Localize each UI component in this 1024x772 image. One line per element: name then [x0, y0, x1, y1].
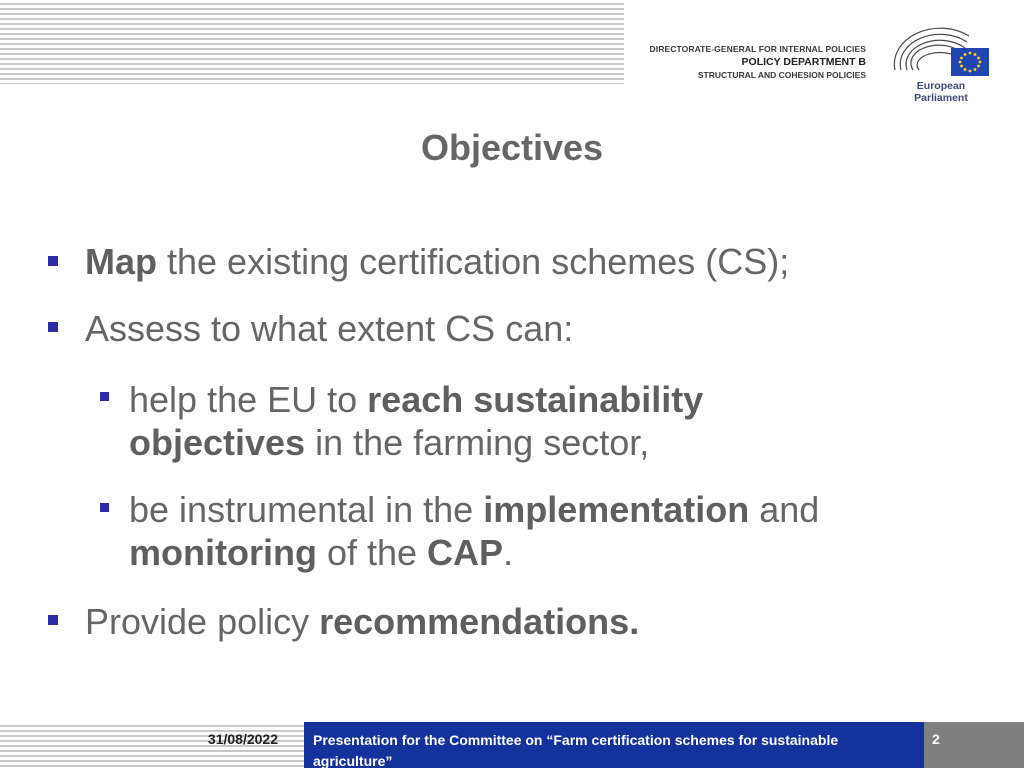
header-stripes: [0, 0, 624, 84]
bullet-assess-text: Assess to what extent CS can:: [85, 308, 574, 349]
bullet-map: [85, 240, 789, 284]
bullet-square-icon: [48, 322, 58, 332]
bullet-map-text: the existing certification schemes (CS);: [157, 241, 790, 282]
bullet-assess: [85, 307, 573, 351]
page-number: 2: [932, 731, 940, 747]
policy-department-label: POLICY DEPARTMENT B: [741, 56, 866, 68]
bullet-provide-text: Provide policy: [85, 601, 320, 642]
sub-bullet-sustainability: [129, 378, 829, 464]
sub2-text-c: of the: [316, 532, 428, 573]
footer-presentation-title: Presentation for the Committee on “Farm certification schemes for sustainable agriculture”: [313, 732, 839, 769]
department-header: [650, 43, 866, 82]
bullet-square-icon: [48, 256, 58, 266]
bullet-square-icon: [48, 615, 58, 625]
sub1-text-b: in the farming sector,: [305, 422, 650, 463]
bold-recommendations: recommendations.: [319, 601, 640, 642]
european-parliament-label: European Parliament: [914, 80, 968, 104]
sub-bullet-square-icon: [100, 503, 109, 512]
bold-implementation: implementation: [483, 489, 750, 530]
sub-bullet-implementation: [129, 488, 929, 574]
sub1-text-a: help the EU to: [129, 379, 368, 420]
footer-date: 31/08/2022: [207, 731, 278, 747]
sub2-text-b: and: [749, 489, 820, 530]
bullet-provide: [85, 600, 639, 644]
bold-map: Map: [85, 241, 157, 282]
bold-monitoring: monitoring: [129, 532, 317, 573]
bold-sustainability: reach sustainability objectives: [129, 379, 704, 463]
sub2-text-d: .: [503, 532, 514, 573]
structural-policies-label: STRUCTURAL AND COHESION POLICIES: [697, 70, 866, 80]
slide-title: Objectives: [420, 127, 604, 168]
directorate-label: DIRECTORATE-GENERAL FOR INTERNAL POLICIES: [649, 44, 866, 54]
bold-cap: CAP: [427, 532, 504, 573]
sub2-text-a: be instrumental in the: [129, 489, 484, 530]
sub-bullet-square-icon: [100, 392, 109, 401]
